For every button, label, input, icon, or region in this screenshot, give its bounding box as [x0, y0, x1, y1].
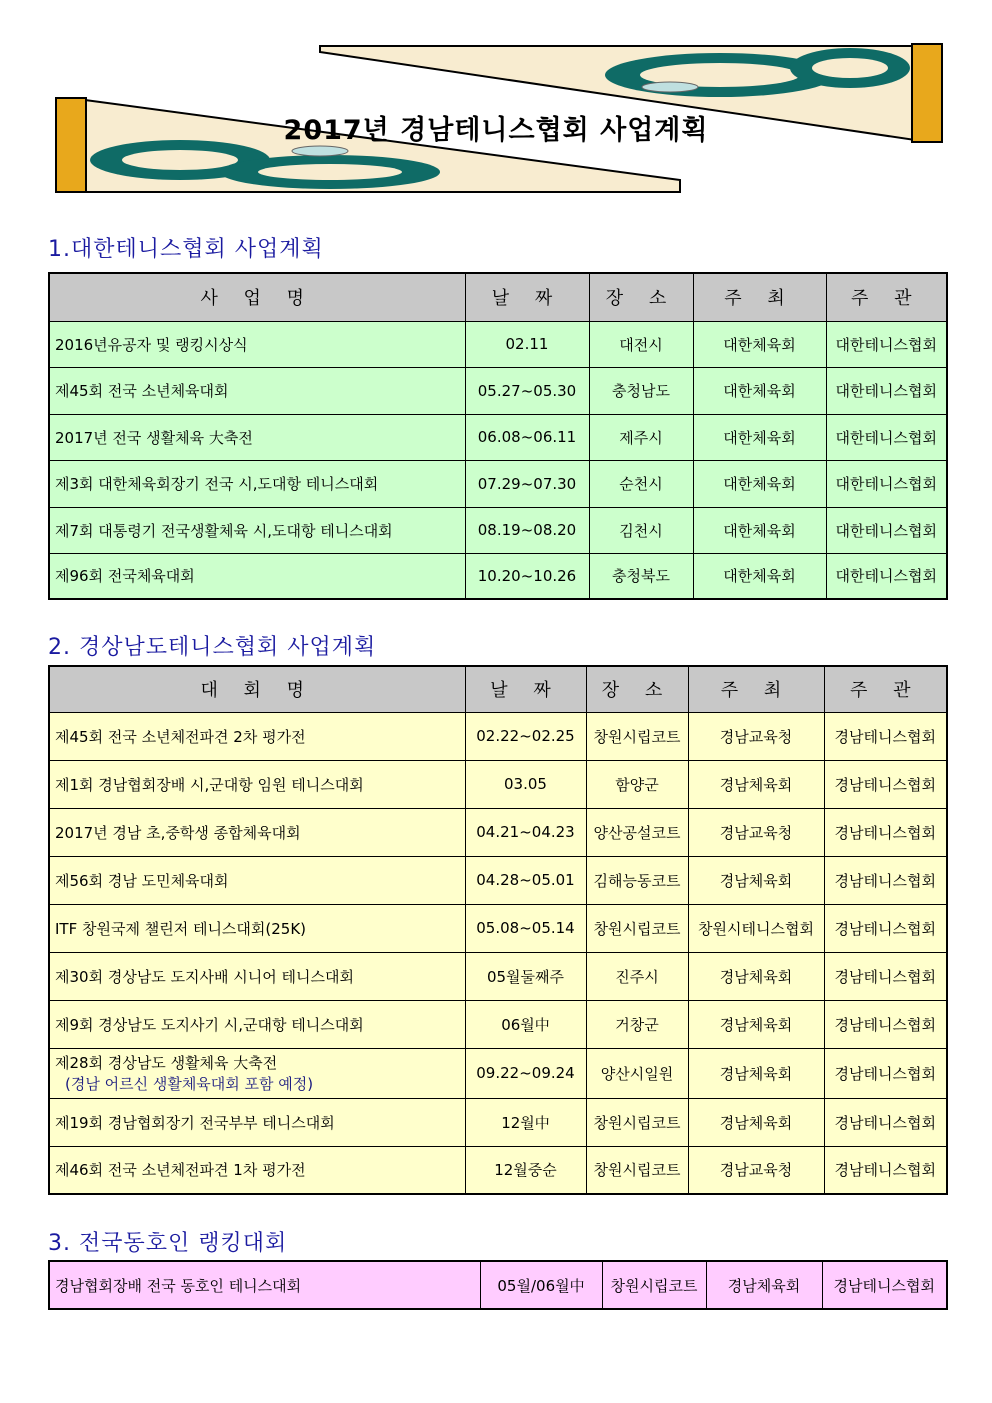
event-name: 2017년 전국 생활체육 大축전 [49, 414, 465, 460]
section-title-2: 2. 경상남도테니스협회 사업계획 [48, 635, 377, 660]
event-organizer: 경남테니스협회 [824, 1098, 947, 1146]
event-place: 양산공설코트 [586, 808, 688, 856]
event-host: 경남교육청 [688, 808, 824, 856]
event-date: 06월中 [465, 1000, 586, 1048]
event-host: 창원시테니스협회 [688, 904, 824, 952]
header-organizer: 주 관 [826, 273, 947, 321]
event-date: 06.08~06.11 [465, 414, 589, 460]
event-name: 제45회 전국 소년체육대회 [49, 367, 465, 414]
event-date: 02.22~02.25 [465, 712, 586, 760]
event-name: 2017년 경남 초,중학생 종합체육대회 [49, 808, 465, 856]
event-name: 2016년유공자 및 랭킹시상식 [49, 321, 465, 367]
table-row [49, 507, 947, 553]
event-date: 09.22~09.24 [465, 1048, 586, 1098]
event-place: 김해능동코트 [586, 856, 688, 904]
event-date: 05.27~05.30 [465, 367, 589, 414]
event-name: 제28회 경상남도 생활체육 大축전 [55, 1054, 278, 1072]
table-row [49, 808, 947, 856]
table-row [49, 760, 947, 808]
table-row [49, 1048, 947, 1098]
event-date: 04.21~04.23 [465, 808, 586, 856]
event-date: 03.05 [465, 760, 586, 808]
header-place: 장 소 [586, 666, 688, 712]
event-organizer: 경남테니스협회 [824, 904, 947, 952]
event-organizer: 대한테니스협회 [826, 553, 947, 599]
event-name: 제56회 경남 도민체육대회 [49, 856, 465, 904]
header-event-name: 사 업 명 [49, 273, 465, 321]
table-row [49, 1261, 947, 1309]
event-place: 진주시 [586, 952, 688, 1000]
table-row [49, 1146, 947, 1194]
event-host: 대한체육회 [693, 460, 826, 507]
event-organizer: 대한테니스협회 [826, 414, 947, 460]
table-row [49, 553, 947, 599]
event-date: 12월중순 [465, 1146, 586, 1194]
event-place: 함양군 [586, 760, 688, 808]
event-organizer: 대한테니스협회 [826, 507, 947, 553]
event-place: 거창군 [586, 1000, 688, 1048]
table-gyeongnam-tennis-association [48, 665, 948, 1195]
event-host: 경남체육회 [688, 760, 824, 808]
event-organizer: 경남테니스협회 [824, 1000, 947, 1048]
event-name: 제96회 전국체육대회 [49, 553, 465, 599]
table-row [49, 321, 947, 367]
title-banner [0, 0, 992, 210]
header-date: 날 짜 [465, 666, 586, 712]
table-row [49, 1000, 947, 1048]
event-organizer: 경남테니스협회 [824, 856, 947, 904]
event-date: 12월中 [465, 1098, 586, 1146]
table-row [49, 367, 947, 414]
event-host: 대한체육회 [693, 321, 826, 367]
event-place: 김천시 [589, 507, 693, 553]
table-header-row [49, 273, 947, 321]
event-name: 제9회 경상남도 도지사기 시,군대항 테니스대회 [49, 1000, 465, 1048]
event-host: 경남체육회 [688, 1000, 824, 1048]
table-row [49, 1098, 947, 1146]
table-row [49, 414, 947, 460]
table-national-ranking-tournament [48, 1260, 948, 1310]
event-organizer: 대한테니스협회 [826, 367, 947, 414]
header-host: 주 최 [693, 273, 826, 321]
event-host: 대한체육회 [693, 553, 826, 599]
event-organizer: 경남테니스협회 [824, 952, 947, 1000]
event-date: 04.28~05.01 [465, 856, 586, 904]
event-place: 창원시립코트 [586, 1098, 688, 1146]
event-name: 제45회 전국 소년체전파견 2차 평가전 [49, 712, 465, 760]
event-organizer: 경남테니스협회 [824, 808, 947, 856]
event-date: 05.08~05.14 [465, 904, 586, 952]
event-date: 07.29~07.30 [465, 460, 589, 507]
event-place: 대전시 [589, 321, 693, 367]
event-place: 창원시립코트 [586, 904, 688, 952]
event-host: 대한체육회 [693, 367, 826, 414]
event-date: 08.19~08.20 [465, 507, 589, 553]
table-row [49, 712, 947, 760]
event-place: 순천시 [589, 460, 693, 507]
event-host: 대한체육회 [693, 507, 826, 553]
event-name: 제30회 경상남도 도지사배 시니어 테니스대회 [49, 952, 465, 1000]
event-name: 제46회 전국 소년체전파견 1차 평가전 [49, 1146, 465, 1194]
event-name: 제19회 경남협회장기 전국부부 테니스대회 [49, 1098, 465, 1146]
header-organizer: 주 관 [824, 666, 947, 712]
event-host: 경남교육청 [688, 1146, 824, 1194]
event-name: 제3회 대한체육회장기 전국 시,도대항 테니스대회 [49, 460, 465, 507]
event-name: 경남협회장배 전국 동호인 테니스대회 [49, 1261, 480, 1309]
event-place: 양산시일원 [586, 1048, 688, 1098]
event-place: 창원시립코트 [586, 1146, 688, 1194]
header-host: 주 최 [688, 666, 824, 712]
event-host: 대한체육회 [693, 414, 826, 460]
event-place: 제주시 [589, 414, 693, 460]
header-event-name: 대 회 명 [49, 666, 465, 712]
event-name: 제1회 경남협회장배 시,군대항 임원 테니스대회 [49, 760, 465, 808]
event-organizer: 경남테니스협회 [824, 712, 947, 760]
event-organizer: 경남테니스협회 [824, 760, 947, 808]
header-date: 날 짜 [465, 273, 589, 321]
table-header-row [49, 666, 947, 712]
event-place: 창원시립코트 [586, 712, 688, 760]
event-organizer: 경남테니스협회 [824, 1146, 947, 1194]
event-date: 05월/06월中 [480, 1261, 602, 1309]
event-host: 경남체육회 [688, 856, 824, 904]
table-row [49, 460, 947, 507]
event-note: (경남 어르신 생활체육대회 포함 예정) [65, 1075, 314, 1093]
event-host: 경남체육회 [688, 952, 824, 1000]
table-korea-tennis-association [48, 272, 948, 600]
event-organizer: 대한테니스협회 [826, 321, 947, 367]
event-host: 경남체육회 [706, 1261, 822, 1309]
event-name-cell [49, 1048, 465, 1098]
event-organizer: 대한테니스협회 [826, 460, 947, 507]
event-place: 충청남도 [589, 367, 693, 414]
event-place: 충청북도 [589, 553, 693, 599]
event-place: 창원시립코트 [602, 1261, 706, 1309]
event-date: 05월둘째주 [465, 952, 586, 1000]
event-name: ITF 창원국제 챌린저 테니스대회(25K) [49, 904, 465, 952]
document-title: 2017년 경남테니스협회 사업계획 [283, 115, 709, 146]
event-date: 02.11 [465, 321, 589, 367]
table-row [49, 856, 947, 904]
table-row [49, 952, 947, 1000]
event-organizer: 경남테니스협회 [822, 1261, 947, 1309]
event-name: 제7회 대통령기 전국생활체육 시,도대항 테니스대회 [49, 507, 465, 553]
event-date: 10.20~10.26 [465, 553, 589, 599]
event-organizer: 경남테니스협회 [824, 1048, 947, 1098]
section-title-1: 1.대한테니스협회 사업계획 [48, 237, 324, 262]
table-row [49, 904, 947, 952]
event-host: 경남교육청 [688, 712, 824, 760]
header-place: 장 소 [589, 273, 693, 321]
event-host: 경남체육회 [688, 1098, 824, 1146]
section-title-3: 3. 전국동호인 랭킹대회 [48, 1231, 288, 1256]
event-host: 경남체육회 [688, 1048, 824, 1098]
